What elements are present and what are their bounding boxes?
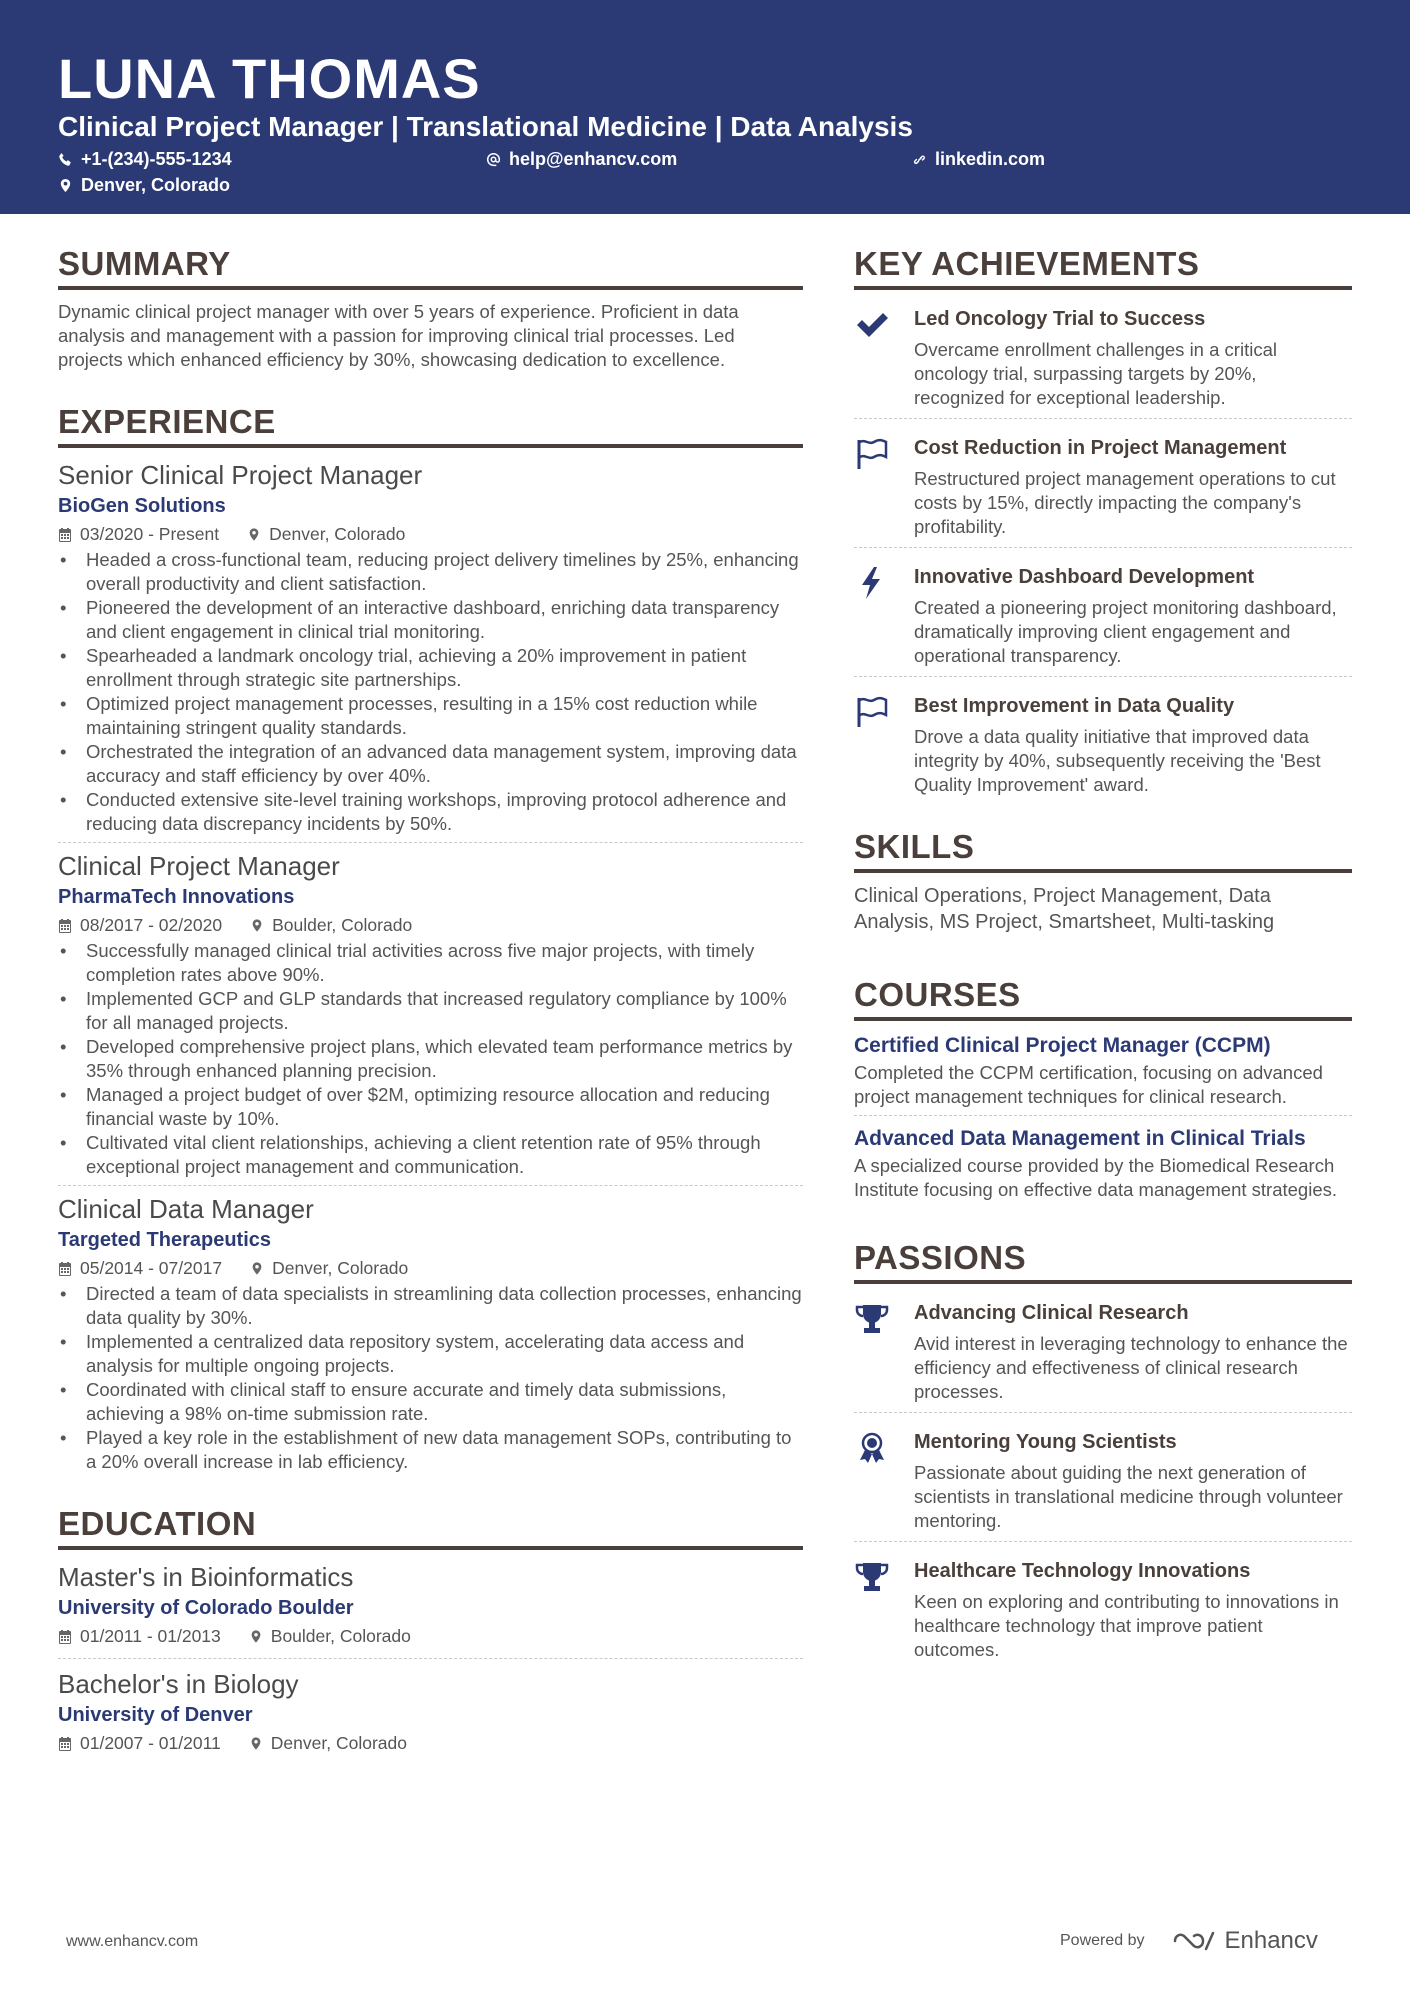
trophy-icon xyxy=(854,1302,890,1336)
job-company: PharmaTech Innovations xyxy=(58,886,295,908)
achievement-item xyxy=(854,558,1352,677)
job-bullets xyxy=(58,548,803,836)
phone-text: +1-(234)-555-1234 xyxy=(81,149,232,169)
job-bullets xyxy=(58,1282,803,1474)
summary-heading: SUMMARY xyxy=(58,244,803,290)
calendar-icon xyxy=(58,527,72,542)
job-bullet: • Played a key role in the establishment of new data management SOPs, contributing to a 20% overall increase in lab efficiency. xyxy=(58,1426,803,1474)
right-column xyxy=(854,244,1352,1680)
calendar-icon xyxy=(58,918,72,933)
passion-desc: Avid interest in leveraging technology to enhance the efficiency and effectiveness of clinical research processes. xyxy=(914,1333,1348,1402)
calendar-icon xyxy=(58,1736,72,1751)
course-title: Certified Clinical Project Manager (CCPM) xyxy=(854,1034,1271,1057)
passion-title: Healthcare Technology Innovations xyxy=(914,1560,1251,1582)
education-dates: 01/2011 - 01/2013 xyxy=(80,1626,221,1646)
job-bullet: • Conducted extensive site-level training workshops, improving protocol adherence and reducing data discrepancy incidents by 50%. xyxy=(58,788,803,836)
experience-entry xyxy=(58,458,803,843)
enhancv-logo[interactable] xyxy=(1171,1927,1318,1955)
passion-item xyxy=(854,1294,1352,1413)
job-bullet: • Orchestrated the integration of an advanced data management system, improving data accuracy and staff efficiency by over 40%. xyxy=(58,740,803,788)
job-bullet: • Cultivated vital client relationships, achieving a client retention rate of 95% through exceptional project management and communication. xyxy=(58,1131,803,1179)
enhancv-logo-icon xyxy=(1171,1929,1217,1953)
school-name: University of Colorado Boulder xyxy=(58,1597,354,1619)
achievement-desc: Overcame enrollment challenges in a critical oncology trial, surpassing targets by 20%, recognized for exceptional leadership. xyxy=(914,339,1277,408)
location-pin-icon xyxy=(250,918,264,933)
education-meta xyxy=(58,1731,803,1755)
checkmark-icon xyxy=(854,308,890,342)
job-meta xyxy=(58,913,803,937)
skills-heading: SKILLS xyxy=(854,827,1352,873)
passion-title: Advancing Clinical Research xyxy=(914,1302,1189,1324)
job-bullet: • Headed a cross-functional team, reducing project delivery timelines by 25%, enhancing overall productivity and client satisfaction. xyxy=(58,548,803,596)
candidate-title: Clinical Project Manager | Translational Medicine | Data Analysis xyxy=(58,111,913,142)
trophy-icon xyxy=(854,1560,890,1594)
job-title: Clinical Project Manager xyxy=(58,851,340,881)
award-ribbon-icon xyxy=(854,1431,890,1465)
job-dates: 03/2020 - Present xyxy=(80,524,220,544)
location-pin-icon xyxy=(58,178,73,193)
education-location: Boulder, Colorado xyxy=(270,1626,411,1646)
education-meta xyxy=(58,1624,803,1648)
education-heading: EDUCATION xyxy=(58,1504,803,1550)
education-dates: 01/2007 - 01/2011 xyxy=(80,1733,221,1753)
location-pin-icon xyxy=(247,527,261,542)
passion-item xyxy=(854,1423,1352,1542)
contact-phone[interactable] xyxy=(58,148,232,170)
achievement-desc: Drove a data quality initiative that improved data integrity by 40%, subsequently receiving the 'Best Quality Improvement' award. xyxy=(914,726,1321,795)
education-entry xyxy=(58,1560,803,1659)
degree-title: Master's in Bioinformatics xyxy=(58,1562,354,1592)
school-name: University of Denver xyxy=(58,1704,253,1726)
degree-title: Bachelor's in Biology xyxy=(58,1669,299,1699)
left-column xyxy=(58,244,803,1773)
achievement-title: Cost Reduction in Project Management xyxy=(914,437,1287,459)
course-desc: Completed the CCPM certification, focusing on advanced project management techniques for clinical research. xyxy=(854,1062,1323,1107)
course-item xyxy=(854,1124,1352,1208)
phone-icon xyxy=(58,152,73,167)
achievement-title: Led Oncology Trial to Success xyxy=(914,308,1206,330)
passion-desc: Keen on exploring and contributing to innovations in healthcare technology that improve patient outcomes. xyxy=(914,1591,1339,1660)
flag-icon xyxy=(854,437,890,471)
candidate-name: LUNA THOMAS xyxy=(58,47,481,110)
contact-email[interactable] xyxy=(486,148,677,170)
job-location: Denver, Colorado xyxy=(269,524,406,544)
job-bullet: • Optimized project management processes, resulting in a 15% cost reduction while maintaining stringent quality standards. xyxy=(58,692,803,740)
at-sign-icon xyxy=(486,152,501,167)
lightning-icon xyxy=(854,566,890,600)
link-icon xyxy=(912,152,927,167)
job-bullet: • Directed a team of data specialists in streamlining data collection processes, enhancing data quality by 30%. xyxy=(58,1282,803,1330)
job-bullet: • Successfully managed clinical trial activities across five major projects, with timely completion rates above 90%. xyxy=(58,939,803,987)
job-location: Boulder, Colorado xyxy=(272,915,413,935)
achievement-desc: Restructured project management operations to cut costs by 15%, directly impacting the company's profitability. xyxy=(914,468,1336,537)
job-meta xyxy=(58,522,803,546)
skills-text: Clinical Operations, Project Management, Data Analysis, MS Project, Smartsheet, Multi-tasking xyxy=(854,885,1275,933)
job-company: BioGen Solutions xyxy=(58,495,226,517)
achievement-title: Innovative Dashboard Development xyxy=(914,566,1255,588)
job-bullet: • Coordinated with clinical staff to ensure accurate and timely data submissions, achieving a 98% on-time submission rate. xyxy=(58,1378,803,1426)
experience-heading: EXPERIENCE xyxy=(58,402,803,448)
passion-title: Mentoring Young Scientists xyxy=(914,1431,1177,1453)
achievement-desc: Created a pioneering project monitoring dashboard, dramatically improving client engagement and operational transparency. xyxy=(914,597,1337,666)
location-pin-icon xyxy=(249,1629,263,1644)
achievements-heading: KEY ACHIEVEMENTS xyxy=(854,244,1352,290)
powered-by-text: Powered by xyxy=(1060,1932,1145,1949)
experience-entry xyxy=(58,849,803,1186)
footer-website[interactable]: www.enhancv.com xyxy=(66,1933,199,1950)
job-bullet: • Implemented GCP and GLP standards that increased regulatory compliance by 100% for all managed projects. xyxy=(58,987,803,1035)
brand-text: Enhancv xyxy=(1224,1927,1318,1954)
job-bullet: • Developed comprehensive project plans, which elevated team performance metrics by 35% through enhanced planning precision. xyxy=(58,1035,803,1083)
achievement-item xyxy=(854,687,1352,805)
education-entry xyxy=(58,1667,803,1765)
job-company: Targeted Therapeutics xyxy=(58,1229,272,1251)
location-text: Denver, Colorado xyxy=(81,175,231,195)
passions-heading: PASSIONS xyxy=(854,1238,1352,1284)
job-bullet: • Spearheaded a landmark oncology trial, achieving a 20% improvement in patient enrollment through strategic site partnerships. xyxy=(58,644,803,692)
calendar-icon xyxy=(58,1629,72,1644)
achievement-item xyxy=(854,429,1352,548)
achievement-title: Best Improvement in Data Quality xyxy=(914,695,1235,717)
job-dates: 08/2017 - 02/2020 xyxy=(80,915,223,935)
location-pin-icon xyxy=(249,1736,263,1751)
flag-icon xyxy=(854,695,890,729)
job-bullet: • Implemented a centralized data repository system, accelerating data access and analysis for multiple ongoing projects. xyxy=(58,1330,803,1378)
job-dates: 05/2014 - 07/2017 xyxy=(80,1258,223,1278)
course-item xyxy=(854,1031,1352,1116)
email-text: help@enhancv.com xyxy=(509,149,678,169)
experience-entry xyxy=(58,1192,803,1480)
passion-desc: Passionate about guiding the next generation of scientists in translational medicine through volunteer mentoring. xyxy=(914,1462,1343,1531)
course-desc: A specialized course provided by the Biomedical Research Institute focusing on effective data management strategies. xyxy=(854,1155,1338,1200)
job-bullet: • Pioneered the development of an interactive dashboard, enriching data transparency and client engagement in clinical trial monitoring. xyxy=(58,596,803,644)
contact-location xyxy=(58,174,230,196)
passion-item xyxy=(854,1552,1352,1670)
job-location: Denver, Colorado xyxy=(272,1258,409,1278)
calendar-icon xyxy=(58,1261,72,1276)
job-meta xyxy=(58,1256,803,1280)
job-title: Senior Clinical Project Manager xyxy=(58,460,423,490)
job-title: Clinical Data Manager xyxy=(58,1194,314,1224)
job-bullets xyxy=(58,939,803,1179)
linkedin-text: linkedin.com xyxy=(935,149,1046,169)
location-pin-icon xyxy=(250,1261,264,1276)
resume-header xyxy=(0,0,1410,214)
achievement-item xyxy=(854,300,1352,419)
job-bullet: • Managed a project budget of over $2M, optimizing resource allocation and reducing financial waste by 10%. xyxy=(58,1083,803,1131)
footer-branding xyxy=(1060,1927,1318,1955)
course-title: Advanced Data Management in Clinical Trials xyxy=(854,1127,1306,1150)
courses-heading: COURSES xyxy=(854,975,1352,1021)
summary-text: Dynamic clinical project manager with over 5 years of experience. Proficient in data analysis and management with a passion for improving clinical trial processes. Led projects which enhanced efficiency by 30%, showcasing dedication to excellence. xyxy=(58,301,739,370)
education-location: Denver, Colorado xyxy=(270,1733,407,1753)
contact-linkedin[interactable] xyxy=(912,148,1045,170)
